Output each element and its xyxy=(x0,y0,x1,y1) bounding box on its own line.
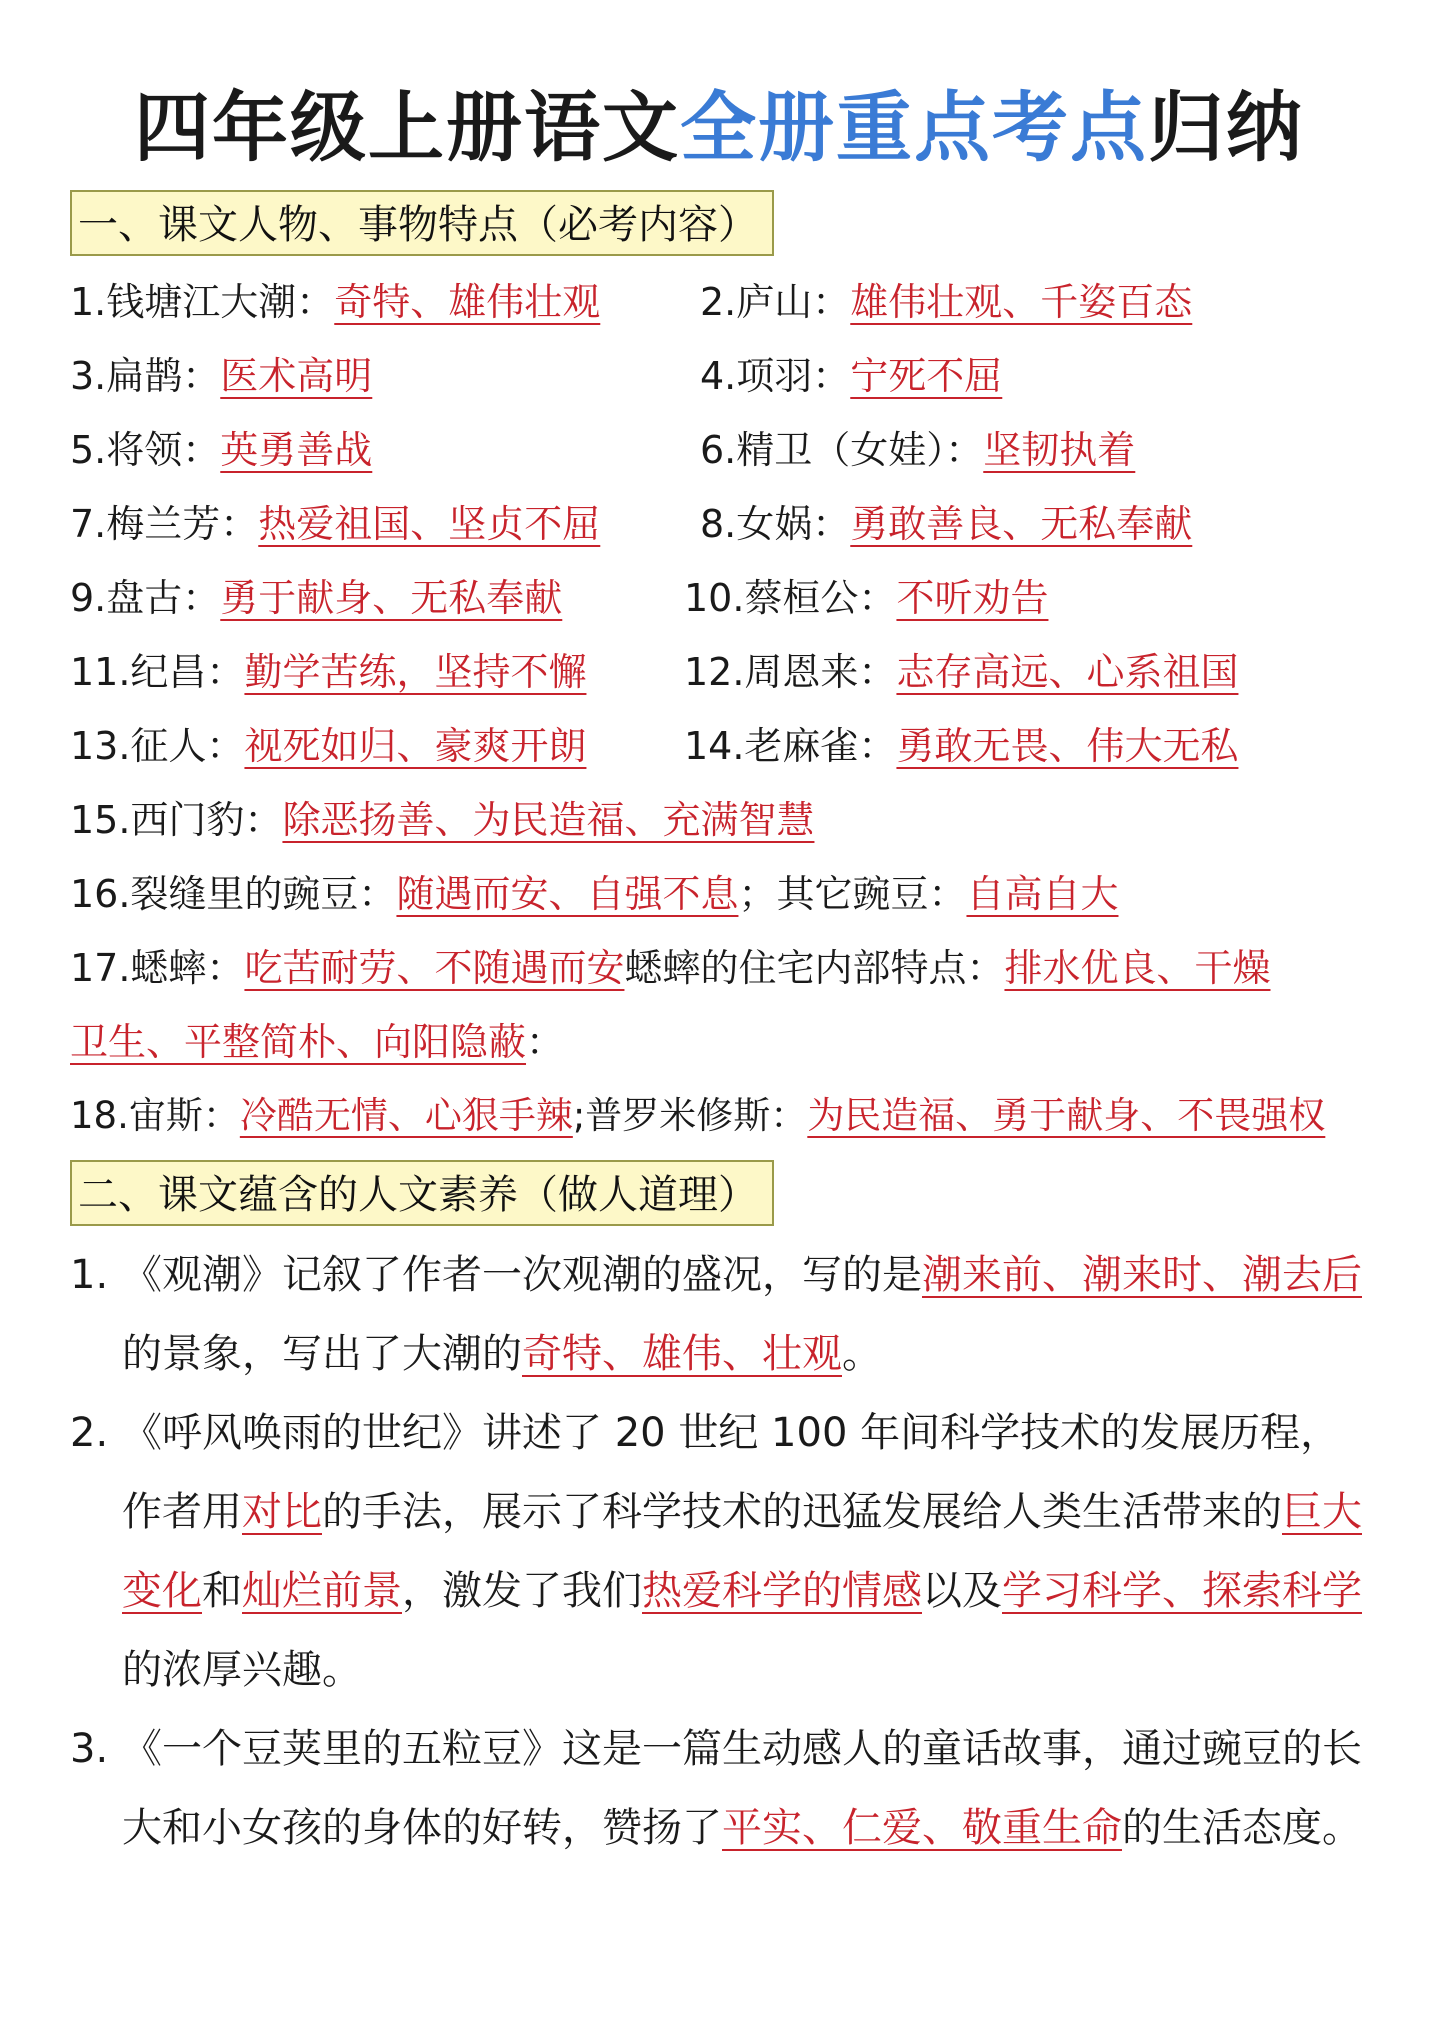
item-label: 2.庐山： xyxy=(700,280,851,324)
text: 。 xyxy=(842,1331,882,1377)
item-mid: ；其它豌豆： xyxy=(738,872,967,916)
text: 的景象，写出了大潮的 xyxy=(122,1331,522,1377)
list-item xyxy=(700,420,1135,480)
paragraph-body xyxy=(122,1394,1380,1710)
item-value: 志存高远、心系祖国 xyxy=(896,650,1239,694)
paragraph-body xyxy=(122,1236,1380,1394)
item-value: 吃苦耐劳、不随遇而安 xyxy=(244,946,625,990)
paragraph-number: 2. xyxy=(70,1410,109,1456)
section-2-heading: 二、课文蕴含的人文素养（做人道理） xyxy=(70,1160,774,1226)
highlight: 平实、仁爱、敬重生命 xyxy=(722,1805,1122,1851)
item-value: 宁死不屈 xyxy=(850,354,1003,398)
item-label: 4.项羽： xyxy=(700,354,851,398)
title-part-1: 四年级上册语文 xyxy=(134,83,680,172)
item-label: 8.女娲： xyxy=(700,502,851,546)
list-item xyxy=(70,716,586,776)
item-label: 16.裂缝里的豌豆： xyxy=(70,872,397,916)
text: 《一个豆荚里的五粒豆》这是一篇生动感人的童话故事，通过豌豆的长大和小女孩的身体的好转，赞扬了 xyxy=(122,1726,1362,1851)
list-item xyxy=(684,716,1238,776)
text: 《观潮》记叙了作者一次观潮的盛况，写的是 xyxy=(122,1252,922,1298)
paragraph-body xyxy=(122,1710,1380,1868)
item-value: 不听劝告 xyxy=(896,576,1049,620)
list-item xyxy=(70,494,600,554)
item-label: 17.蟋蟀： xyxy=(70,946,245,990)
item-value: 英勇善战 xyxy=(220,428,373,472)
item-end: ： xyxy=(526,1020,565,1064)
list-item xyxy=(700,346,1002,406)
item-label: 18.宙斯： xyxy=(70,1094,240,1137)
item-value: 奇特、雄伟壮观 xyxy=(334,280,601,324)
item-value: 勇敢无畏、伟大无私 xyxy=(896,724,1239,768)
highlight: 对比 xyxy=(242,1489,322,1535)
list-item xyxy=(70,420,372,480)
item-label: 1.钱塘江大潮： xyxy=(70,280,335,324)
section-1-heading: 一、课文人物、事物特点（必考内容） xyxy=(70,190,774,256)
paragraph-1 xyxy=(70,1236,1380,1394)
text: 的生活态度。 xyxy=(1122,1805,1362,1851)
list-item xyxy=(70,568,562,628)
title-highlight: 全册重点考点 xyxy=(680,83,1148,172)
text: ，激发了我们 xyxy=(402,1568,642,1614)
title-part-3: 归纳 xyxy=(1148,83,1304,172)
list-item xyxy=(70,272,600,332)
paragraph-3 xyxy=(70,1710,1380,1868)
item-label: 15.西门豹： xyxy=(70,798,283,842)
highlight: 灿烂前景 xyxy=(242,1568,402,1614)
item-label: 6.精卫（女娃）： xyxy=(700,428,984,472)
highlight: 热爱科学的情感 xyxy=(642,1568,922,1614)
list-item xyxy=(70,938,1270,998)
item-value: 勇于献身、无私奉献 xyxy=(220,576,563,620)
item-value-2: 为民造福、勇于献身、不畏强权 xyxy=(807,1094,1326,1137)
item-label: 3.扁鹊： xyxy=(70,354,221,398)
list-item-continued xyxy=(70,1012,564,1072)
text: 以及 xyxy=(922,1568,1002,1614)
item-label: 7.梅兰芳： xyxy=(70,502,259,546)
item-label: 5.将领： xyxy=(70,428,221,472)
highlight: 潮来前、潮来时、潮去后 xyxy=(922,1252,1362,1298)
item-label: 11.纪昌： xyxy=(70,650,245,694)
page-title xyxy=(0,78,1438,178)
list-item xyxy=(70,1086,1325,1146)
highlight: 奇特、雄伟、壮观 xyxy=(522,1331,842,1377)
item-value: 勤学苦练，坚持不懈 xyxy=(244,650,587,694)
item-value: 视死如归、豪爽开朗 xyxy=(244,724,587,768)
text: 《呼风唤雨的世纪》讲述了 20 世纪 100 年间科学技术的发展历程，作者用 xyxy=(122,1410,1341,1535)
item-value-2: 排水优良、干燥 xyxy=(1004,946,1271,990)
list-item xyxy=(70,642,586,702)
item-value-2-continued: 卫生、平整简朴、向阳隐蔽 xyxy=(70,1020,527,1064)
item-label: 14.老麻雀： xyxy=(684,724,897,768)
list-item xyxy=(70,864,1118,924)
item-mid: 蟋蟀的住宅内部特点： xyxy=(624,946,1005,990)
list-item xyxy=(684,568,1048,628)
item-label: 13.征人： xyxy=(70,724,245,768)
item-value: 随遇而安、自强不息 xyxy=(396,872,739,916)
text: 的手法，展示了科学技术的迅猛发展给人类生活带来的 xyxy=(322,1489,1282,1535)
list-item xyxy=(70,790,814,850)
item-value-2: 自高自大 xyxy=(966,872,1119,916)
item-value: 冷酷无情、心狠手辣 xyxy=(239,1094,573,1137)
item-label: 10.蔡桓公： xyxy=(684,576,897,620)
item-value: 坚韧执着 xyxy=(983,428,1136,472)
list-item xyxy=(70,346,372,406)
item-value: 除恶扬善、为民造福、充满智慧 xyxy=(282,798,815,842)
item-label: 9.盘古： xyxy=(70,576,221,620)
paragraph-number: 1. xyxy=(70,1252,109,1298)
item-value: 雄伟壮观、千姿百态 xyxy=(850,280,1193,324)
highlight: 巨大变化 xyxy=(122,1489,1362,1614)
item-value: 医术高明 xyxy=(220,354,373,398)
paragraph-number: 3. xyxy=(70,1726,109,1772)
text: 的浓厚兴趣。 xyxy=(122,1647,362,1693)
item-label: 12.周恩来： xyxy=(684,650,897,694)
list-item xyxy=(700,494,1192,554)
item-value: 热爱祖国、坚贞不屈 xyxy=(258,502,601,546)
list-item xyxy=(684,642,1238,702)
list-item xyxy=(700,272,1192,332)
item-value: 勇敢善良、无私奉献 xyxy=(850,502,1193,546)
highlight: 学习科学、探索科学 xyxy=(1002,1568,1362,1614)
item-mid: ;普罗米修斯： xyxy=(572,1094,808,1137)
text: 和 xyxy=(202,1568,242,1614)
paragraph-2 xyxy=(70,1394,1380,1710)
